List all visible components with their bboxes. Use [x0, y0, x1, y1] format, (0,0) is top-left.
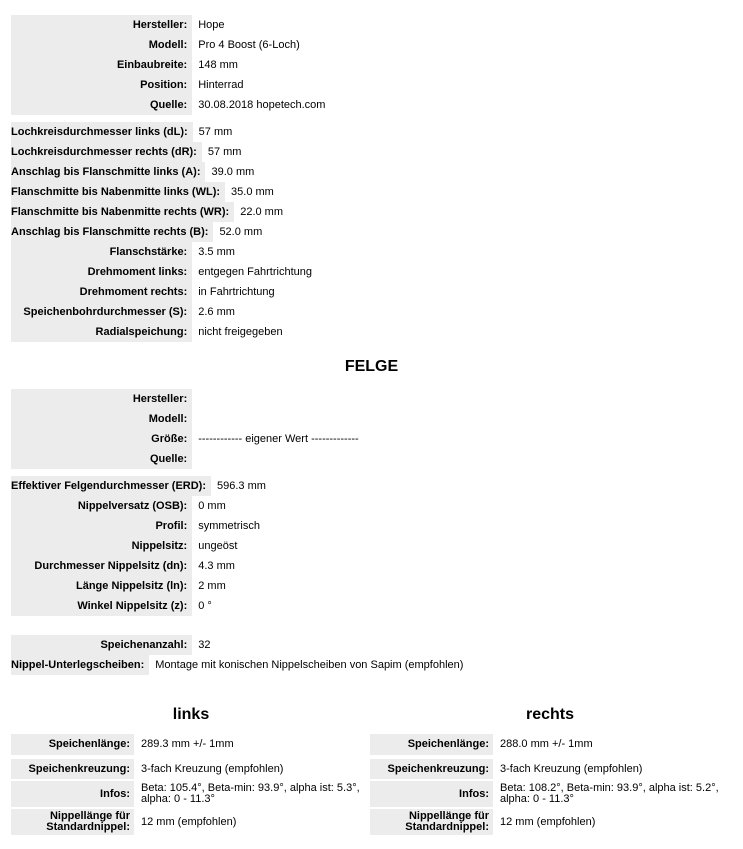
row-value: entgegen Fahrtrichtung: [198, 266, 312, 278]
row-label: Position:: [11, 75, 192, 95]
row-value: 4.3 mm: [198, 560, 235, 572]
row-value: nicht freigegeben: [198, 326, 283, 338]
row-label: Flanschstärke:: [11, 242, 192, 262]
row-label: Flanschmitte bis Nabenmitte rechts (WR):: [11, 202, 234, 222]
row-value: 2 mm: [198, 580, 226, 592]
row-value: 2.6 mm: [198, 306, 235, 318]
row-label: Modell:: [11, 35, 192, 55]
result-right: [370, 703, 730, 835]
row-label: Infos:: [370, 781, 493, 807]
row-value: Hope: [198, 19, 225, 31]
table-row: [11, 809, 371, 835]
row-label: Nippellänge für Standardnippel:: [11, 809, 134, 835]
table-row: [11, 556, 373, 576]
hub-dimensions-table: [11, 122, 373, 342]
row-label: Flanschmitte bis Nabenmitte links (WL):: [11, 182, 225, 202]
row-label: Nippelversatz (OSB):: [11, 496, 192, 516]
row-value: 288.0 mm +/- 1mm: [500, 738, 593, 750]
table-row: [11, 596, 373, 616]
row-label: Anschlag bis Flanschmitte links (A):: [11, 162, 205, 182]
hub-row-hersteller: [11, 15, 373, 35]
row-value: 22.0 mm: [240, 206, 283, 218]
row-value: 30.08.2018 hopetech.com: [198, 99, 326, 111]
row-value: 0 °: [198, 600, 212, 612]
row-label: Einbaubreite:: [11, 55, 192, 75]
row-value: 289.3 mm +/- 1mm: [141, 738, 234, 750]
result-left-title: links: [172, 706, 210, 723]
table-row: [370, 809, 730, 835]
row-value: in Fahrtrichtung: [198, 286, 275, 298]
row-label: Quelle:: [11, 95, 192, 115]
table-row: [370, 759, 730, 779]
row-label: Hersteller:: [11, 15, 192, 35]
row-label: Infos:: [11, 781, 134, 807]
row-label: Speichenkreuzung:: [370, 759, 493, 779]
row-label: Speichenkreuzung:: [11, 759, 134, 779]
row-label: Effektiver Felgendurchmesser (ERD):: [11, 476, 211, 496]
table-row: [11, 476, 373, 496]
table-row: [11, 322, 373, 342]
row-value: [192, 409, 373, 429]
row-label: Nippel-Unterlegscheiben:: [11, 655, 149, 675]
table-row: [11, 302, 373, 322]
row-value: Beta: 105.4°, Beta-min: 93.9°, alpha ist: 5.3°, alpha: 0 - 11.3°: [141, 782, 360, 805]
row-label: Profil:: [11, 516, 192, 536]
spoke-table: [11, 635, 464, 675]
section-title-felge: FELGE: [344, 358, 399, 375]
row-value: 3.5 mm: [198, 246, 235, 258]
table-row: [11, 536, 373, 556]
row-value: 57 mm: [207, 146, 242, 158]
row-value: Montage mit konischen Nippelscheiben von Sapim (empfohlen): [155, 659, 464, 671]
row-label: Länge Nippelsitz (ln):: [11, 576, 192, 596]
row-label: Lochkreisdurchmesser links (dL):: [11, 122, 193, 142]
row-label: Winkel Nippelsitz (z):: [11, 596, 192, 616]
row-value: 32: [198, 639, 211, 651]
row-value: 0 mm: [198, 500, 226, 512]
table-row: [11, 142, 373, 162]
row-value: 3-fach Kreuzung (empfohlen): [500, 762, 643, 775]
table-row: [11, 242, 373, 262]
row-value: 3-fach Kreuzung (empfohlen): [141, 762, 284, 775]
row-label: Speichenbohrdurchmesser (S):: [11, 302, 192, 322]
row-value: ------------ eigener Wert -------------: [198, 433, 359, 445]
hub-row-einbaubreite: [11, 55, 373, 75]
rim-info-table: [11, 389, 373, 469]
table-row: [11, 449, 373, 469]
rim-dimensions-table: [11, 476, 373, 616]
row-value: 12 mm (empfohlen): [500, 815, 596, 828]
row-value: 52.0 mm: [219, 226, 263, 238]
row-label: Drehmoment links:: [11, 262, 192, 282]
row-value: Pro 4 Boost (6-Loch): [198, 39, 300, 51]
table-row: [370, 734, 730, 755]
table-row: [370, 781, 730, 807]
result-left: [11, 703, 371, 835]
row-label: Durchmesser Nippelsitz (dn):: [11, 556, 192, 576]
row-label: Radialspeichung:: [11, 322, 192, 342]
result-right-title: rechts: [525, 706, 575, 723]
row-label: Speichenlänge:: [11, 734, 134, 755]
row-value: symmetrisch: [198, 520, 260, 532]
row-value: 596.3 mm: [217, 480, 266, 492]
table-row: [11, 516, 373, 536]
row-value: 148 mm: [198, 59, 238, 71]
row-value: 57 mm: [198, 126, 233, 138]
row-label: Nippellänge für Standardnippel:: [370, 809, 493, 835]
row-value: ungeöst: [198, 540, 238, 552]
table-row: [11, 496, 373, 516]
row-label: Drehmoment rechts:: [11, 282, 192, 302]
row-value: 12 mm (empfohlen): [141, 815, 237, 828]
row-value: [192, 389, 373, 409]
row-value: 39.0 mm: [211, 166, 255, 178]
table-row: [11, 655, 464, 675]
hub-row-quelle: [11, 95, 373, 115]
table-row: [11, 162, 373, 182]
table-row: [11, 222, 373, 242]
hub-row-modell: [11, 35, 373, 55]
row-label: Speichenlänge:: [370, 734, 493, 755]
row-label: Anschlag bis Flanschmitte rechts (B):: [11, 222, 213, 242]
row-label: Nippelsitz:: [11, 536, 192, 556]
row-value: [192, 449, 373, 469]
table-row: [11, 781, 371, 807]
table-row: [11, 282, 373, 302]
row-value: Beta: 108.2°, Beta-min: 93.9°, alpha ist: 5.2°, alpha: 0 - 11.3°: [500, 782, 719, 805]
table-row: [11, 409, 373, 429]
table-row: [11, 262, 373, 282]
table-row: [11, 389, 373, 409]
hub-info-table: [11, 15, 373, 115]
row-label: Speichenanzahl:: [11, 635, 192, 655]
table-row: [11, 182, 373, 202]
table-row: [11, 429, 373, 449]
table-row: [11, 759, 371, 779]
row-label: Größe:: [11, 429, 192, 449]
table-row: [11, 635, 373, 655]
row-label: Hersteller:: [11, 389, 192, 409]
table-row: [11, 122, 373, 142]
row-label: Quelle:: [11, 449, 192, 469]
row-label: Lochkreisdurchmesser rechts (dR):: [11, 142, 202, 162]
row-value: 35.0 mm: [231, 186, 274, 198]
hub-row-position: [11, 75, 373, 95]
table-row: [11, 734, 371, 755]
table-row: [11, 202, 373, 222]
table-row: [11, 576, 373, 596]
row-label: Modell:: [11, 409, 192, 429]
row-value: Hinterrad: [198, 79, 244, 91]
